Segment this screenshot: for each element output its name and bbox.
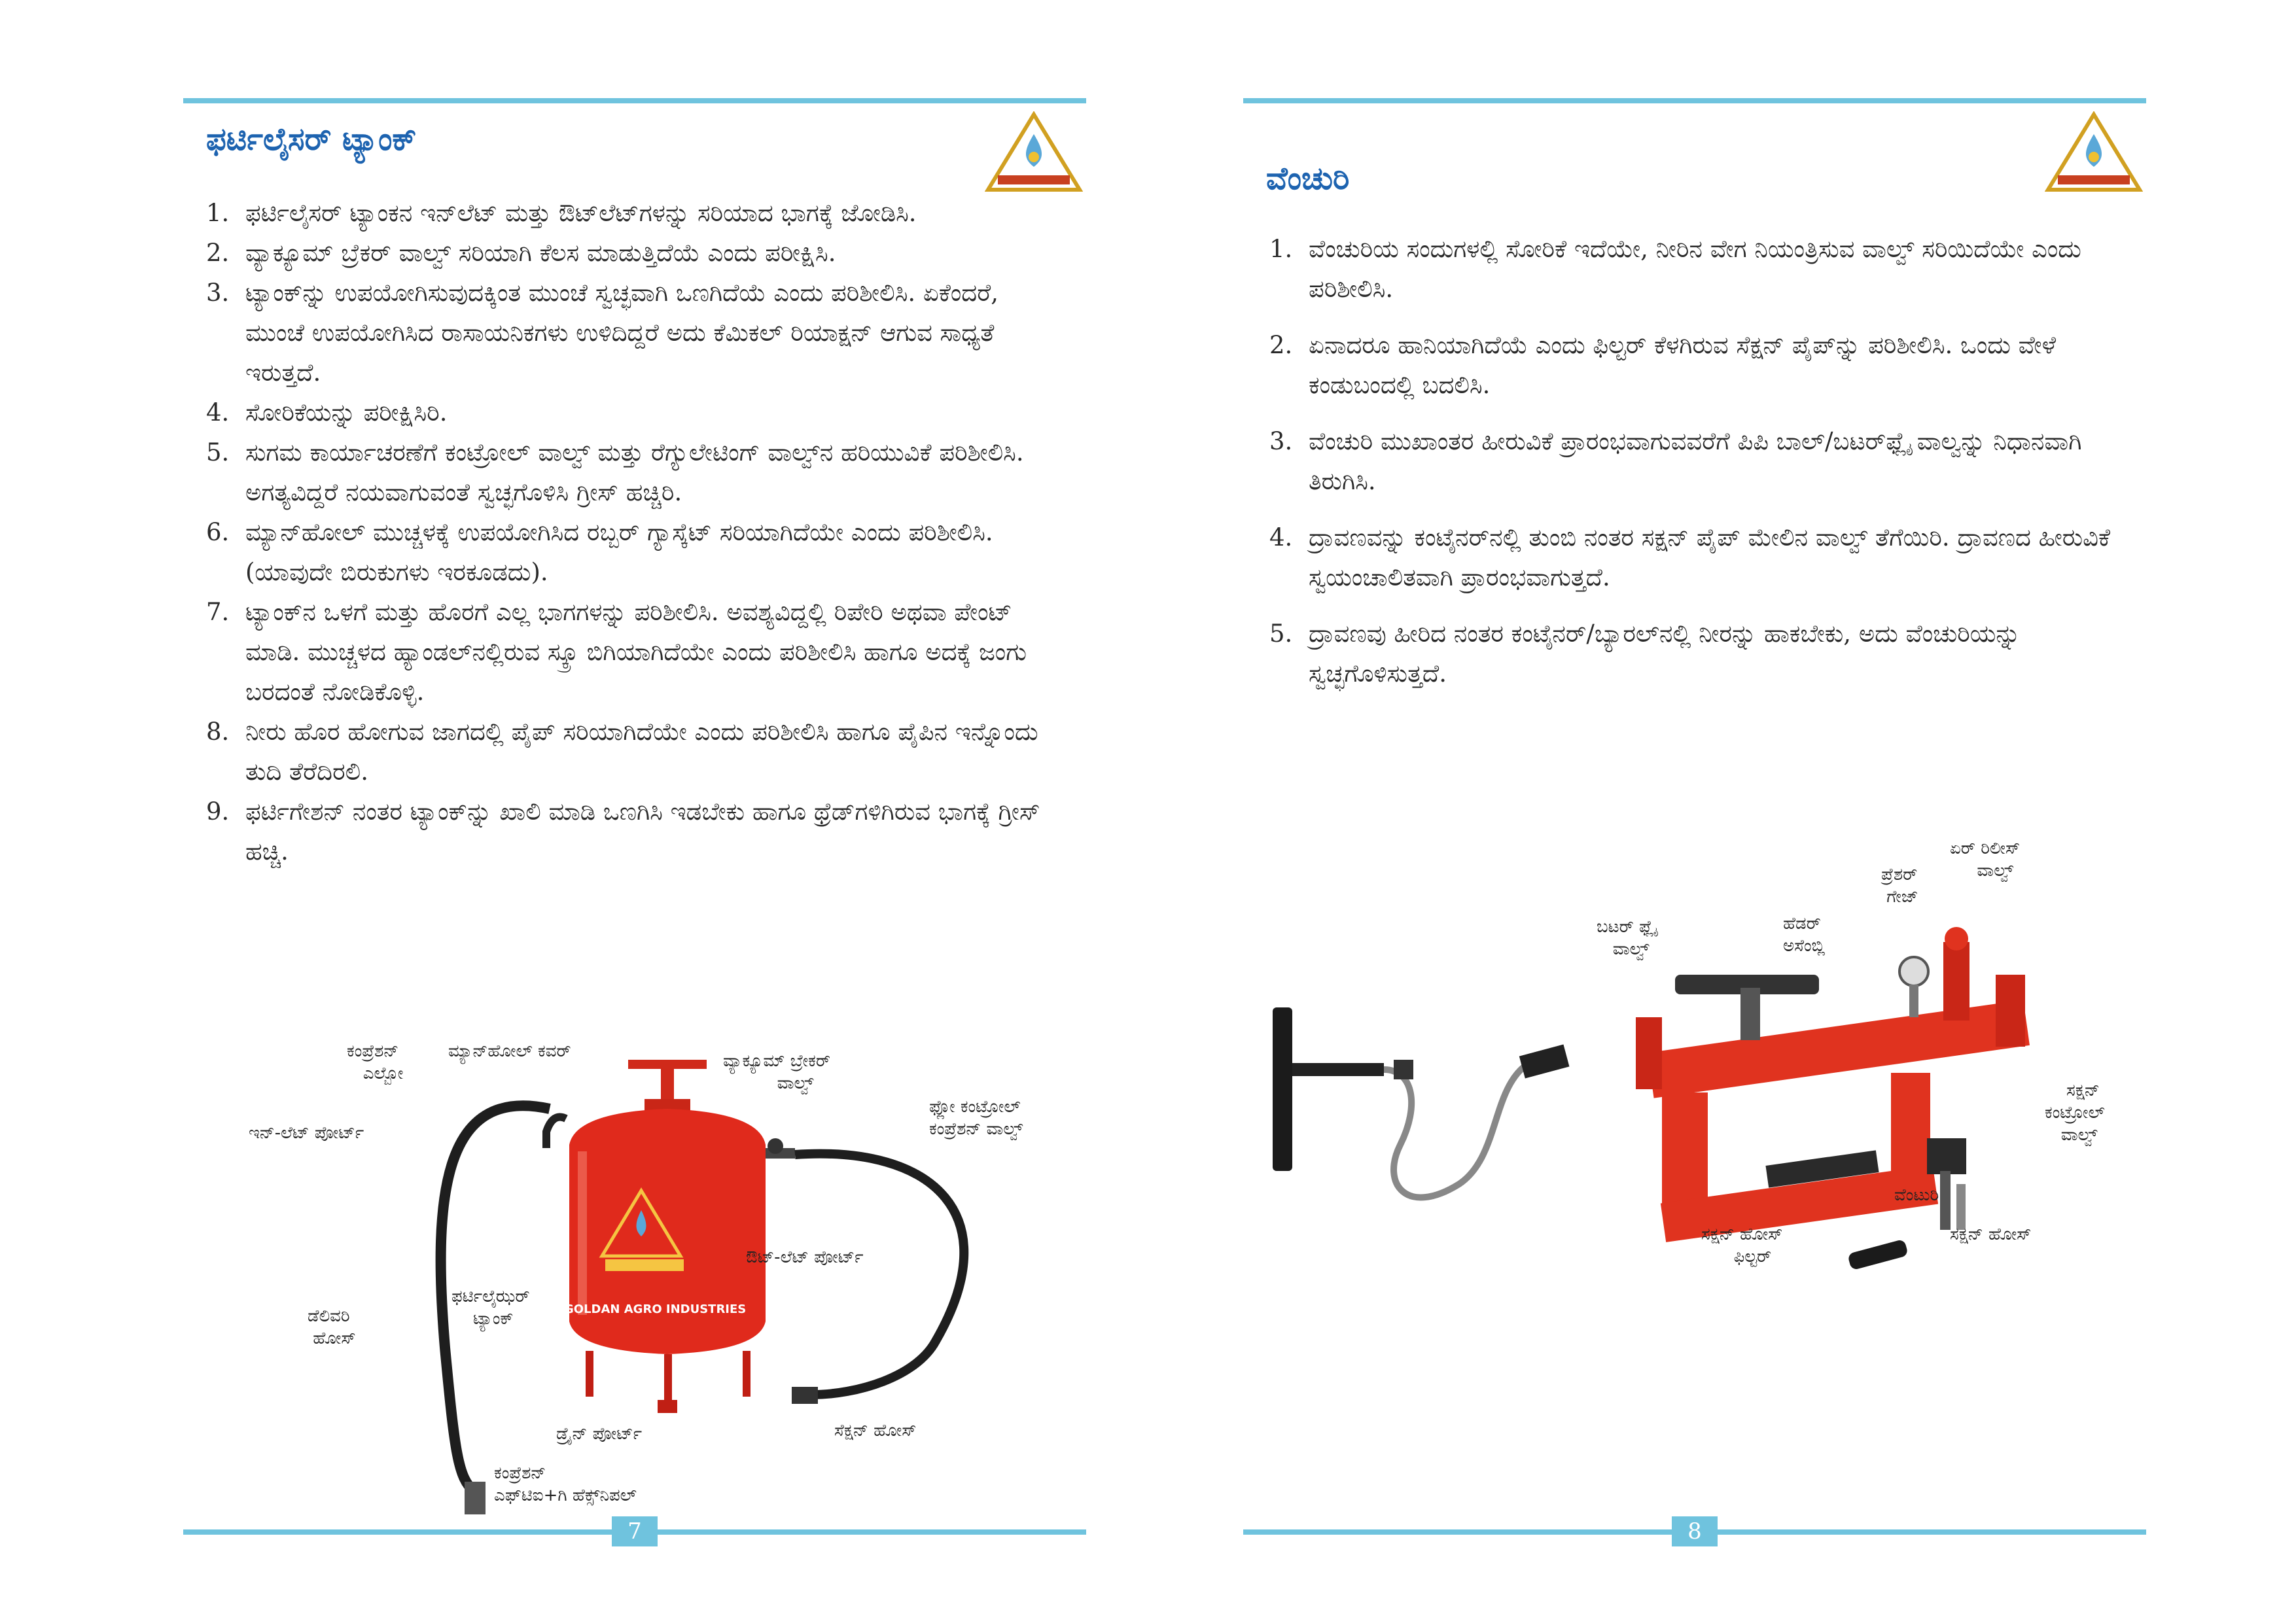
label-delivery-hose: ಡೆಲಿವರಿ ಹೋಸ್ (308, 1306, 356, 1348)
step-number: 8. (206, 718, 230, 746)
label-compression-fitting: ಕಂಪ್ರೆಶನ್ ಎಫ್‌ಟಿಐ+ಗಿ ಹೆಕ್ಸ್‌ನಿಪಲ್ (494, 1463, 637, 1505)
step-number: 1. (1269, 235, 1293, 263)
step-number: 3. (1269, 427, 1293, 455)
step-item (1269, 421, 2113, 501)
label-flow-control: ಫ್ಲೋ ಕಂಟ್ರೋಲ್ ಕಂಪ್ರೆಶನ್ ವಾಲ್ವ್ (929, 1097, 1023, 1139)
label-suction-control-valve: ಸಕ್ಷನ್ ಕಂಟ್ರೋಲ್ ವಾಲ್ವ್ (2045, 1081, 2105, 1145)
step-number: 9. (206, 797, 230, 826)
fertilizer-tank-diagram (183, 994, 1086, 1518)
page-title: ಫರ್ಟಿಲೈಸರ್ ಟ್ಯಾಂಕ್ (206, 121, 417, 158)
top-rule (1243, 98, 2146, 103)
step-item (206, 393, 1063, 432)
label-manhole-cover: ಮ್ಯಾನ್‌ಹೋಲ್ ಕವರ್ (448, 1041, 571, 1061)
company-logo-icon (2045, 111, 2143, 196)
label-suction-hose: ಸಕ್ಷನ್ ಹೋಸ್ (1950, 1225, 2032, 1244)
step-text: ವ್ಯಾಕ್ಯೂಮ್ ಬ್ರೆಕರ್ ವಾಲ್ವ್ ಸರಿಯಾಗಿ ಕೆಲಸ ಮಾಡುತ್ತಿದೆಯೆ ಎಂದು ಪರೀಕ್ಷಿಸಿ. (245, 239, 836, 267)
step-number: 4. (206, 398, 230, 427)
step-item (206, 712, 1063, 792)
step-text: ಮ್ಯಾನ್‌ಹೋಲ್ ಮುಚ್ಚಳಕ್ಕೆ ಉಪಯೋಗಿಸಿದ ರಬ್ಬರ್ ಗ್ಯಾಸ್ಕೆಟ್ ಸರಿಯಾಗಿದೆಯೇ ಎಂದು ಪರಿಶೀಲಿಸಿ. (ಯಾವುದೇ ಬಿರುಕುಗಳು ಇರಕೂಡದು). (245, 518, 993, 586)
tank-brand-text: GOLDAN AGRO INDUSTRIES (564, 1302, 747, 1316)
step-number: 2. (206, 239, 230, 267)
page-number: 8 (1672, 1516, 1718, 1546)
step-item (206, 512, 1063, 592)
step-number: 2. (1269, 331, 1293, 359)
step-text: ಸೋರಿಕೆಯನ್ನು ಪರೀಕ್ಷಿಸಿರಿ. (245, 398, 448, 427)
step-text: ಸುಗಮ ಕಾರ್ಯಾಚರಣೆಗೆ ಕಂಟ್ರೋಲ್ ವಾಲ್ವ್ ಮತ್ತು ರೆಗ್ಯುಲೇಟಿಂಗ್ ವಾಲ್ವ್‌ನ ಹರಿಯುವಿಕೆ ಪರಿಶೀಲಿಸಿ. ಅಗತ್ಯವಿದ್ದರೆ ನಯವಾಗುವಂತೆ ಸ್ವಚ್ಛಗೊಳಿಸಿ ಗ್ರೀಸ್ ಹಚ್ಚಿರಿ. (245, 438, 1024, 506)
right-page (1243, 0, 2146, 1623)
label-suction-hose: ಸೆಕ್ಷನ್ ಹೋಸ್ (834, 1421, 917, 1440)
label-air-release-valve: ಏರ್ ರಿಲೀಸ್ ವಾಲ್ವ್ (1950, 839, 2021, 881)
venturi-diagram (1243, 818, 2146, 1315)
step-text: ಟ್ಯಾಂಕ್‌ನ ಒಳಗೆ ಮತ್ತು ಹೊರಗೆ ಎಲ್ಲ ಭಾಗಗಳನ್ನು ಪರಿಶೀಲಿಸಿ. ಅವಶ್ಯವಿದ್ದಲ್ಲಿ ರಿಪೇರಿ ಅಥವಾ ಪೇಂಟ್ ಮಾಡಿ. ಮುಚ್ಚಳದ ಹ್ಯಾಂಡಲ್‌ನಲ್ಲಿರುವ ಸ್ಕ್ರೂ ಬಿಗಿಯಾಗಿದೆಯೇ ಎಂದು ಪರಿಶೀಲಿಸಿ ಹಾಗೂ ಅದಕ್ಕೆ ಜಂಗು ಬರದಂತೆ ನೋಡಿಕೊಳ್ಳಿ. (245, 598, 1027, 706)
page-title: ವೆಂಚುರಿ (1266, 160, 1350, 197)
step-item (1269, 325, 2113, 405)
step-text: ಫರ್ಟಿಲೈಸರ್ ಟ್ಯಾಂಕನ ಇನ್‌ಲೆಟ್ ಮತ್ತು ಔಟ್‌ಲೆಟ್‌ಗಳನ್ನು ಸರಿಯಾದ ಭಾಗಕ್ಕೆ ಜೋಡಿಸಿ. (245, 199, 917, 227)
label-suction-hose-filter: ಸಕ್ಷನ್ ಹೋಸ್ ಫಿಲ್ಟರ್ (1701, 1225, 1783, 1266)
label-outlet-port: ಔಟ್-ಲೆಟ್ ಪೋರ್ಟ್ (746, 1248, 864, 1267)
step-number: 5. (206, 438, 230, 466)
step-item (1269, 229, 2113, 309)
step-text: ಟ್ಯಾಂಕ್‌ನ್ನು ಉಪಯೋಗಿಸುವುದಕ್ಕಿಂತ ಮುಂಚೆ ಸ್ವಚ್ಛವಾಗಿ ಒಣಗಿದೆಯೆ ಎಂದು ಪರಿಶೀಲಿಸಿ. ಏಕೆಂದರೆ, ಮುಂಚೆ ಉಪಯೋಗಿಸಿದ ರಾಸಾಯನಿಕಗಳು ಉಳಿದಿದ್ದರೆ ಅದು ಕೆಮಿಕಲ್ ರಿಯಾಕ್ಷನ್ ಆಗುವ ಸಾಧ್ಯತೆ ಇರುತ್ತದೆ. (245, 279, 999, 387)
label-venturi: ವೆಂಟುರಿ (1894, 1185, 1939, 1205)
step-text: ಏನಾದರೂ ಹಾನಿಯಾಗಿದೆಯೆ ಎಂದು ಫಿಲ್ಟರ್ ಕೆಳಗಿರುವ ಸೆಕ್ಷನ್ ಪೈಪ್‌ನ್ನು ಪರಿಶೀಲಿಸಿ. ಒಂದು ವೇಳೆ ಕಂಡುಬಂದಲ್ಲಿ ಬದಲಿಸಿ. (1309, 331, 2057, 399)
label-drain-port: ಡ್ರೈನ್ ಪೋರ್ಟ್ (556, 1424, 643, 1444)
step-item (206, 432, 1063, 512)
label-vacuum-breaker: ವ್ಯಾಕ್ಯೂಮ್ ಬ್ರೇಕರ್ ವಾಲ್ವ್ (723, 1051, 831, 1093)
left-page (183, 0, 1086, 1623)
step-item (206, 193, 1063, 233)
steps-list (1269, 229, 2113, 710)
page-number: 7 (612, 1516, 658, 1546)
label-header-assembly: ಹೆಡರ್ ಅಸೆಂಬ್ಲಿ (1783, 914, 1826, 956)
top-rule (183, 98, 1086, 103)
label-compression-elbow: ಕಂಪ್ರೆಶನ್ ಎಲ್ಬೋ (347, 1041, 404, 1083)
label-inlet-port: ಇನ್-ಲೆಟ್ ಪೋರ್ಟ್ (249, 1123, 364, 1143)
step-number: 7. (206, 598, 230, 626)
label-fertilizer-tank: ಫರ್ಟಿಲೈಝರ್ ಟ್ಯಾಂಕ್ (451, 1287, 530, 1329)
company-logo-icon (985, 111, 1083, 196)
step-text: ಫರ್ಟಿಗೇಶನ್ ನಂತರ ಟ್ಯಾಂಕ್‌ನ್ನು ಖಾಲಿ ಮಾಡಿ ಒಣಗಿಸಿ ಇಡಬೇಕು ಹಾಗೂ ಥ್ರೆಡ್‌ಗಳಿಗಿರುವ ಭಾಗಕ್ಕೆ ಗ್ರೀಸ್ ಹಚ್ಚಿ. (245, 797, 1040, 865)
step-item (1269, 614, 2113, 693)
step-item (206, 233, 1063, 273)
step-number: 4. (1269, 523, 1293, 551)
label-butterfly-valve: ಬಟರ್ ಫ್ಲೈ ವಾಲ್ವ್ (1597, 917, 1656, 959)
step-item (206, 273, 1063, 393)
steps-list (206, 193, 1063, 871)
step-text: ದ್ರಾವಣವು ಹೀರಿದ ನಂತರ ಕಂಟೈನರ್/ಬ್ಯಾರಲ್‌ನಲ್ಲಿ ನೀರನ್ನು ಹಾಕಬೇಕು, ಅದು ವೆಂಚುರಿಯನ್ನು ಸ್ವಚ್ಛಗೊಳಿಸುತ್ತದೆ. (1309, 620, 2021, 688)
step-text: ವೆಂಚುರಿ ಮುಖಾಂತರ ಹೀರುವಿಕೆ ಪ್ರಾರಂಭವಾಗುವವರೆಗೆ ಪಿಪಿ ಬಾಲ್/ಬಟರ್‌ಫ್ಲೈ ವಾಲ್ವನ್ನು ನಿಧಾನವಾಗಿ ತಿರುಗಿಸಿ. (1309, 427, 2082, 495)
step-text: ದ್ರಾವಣವನ್ನು ಕಂಟೈನರ್‌ನಲ್ಲಿ ತುಂಬಿ ನಂತರ ಸಕ್ಷನ್ ಪೈಪ್ ಮೇಲಿನ ವಾಲ್ವ್ ತೆಗೆಯಿರಿ. ದ್ರಾವಣದ ಹೀರುವಿಕೆ ಸ್ವಯಂಚಾಲಿತವಾಗಿ ಪ್ರಾರಂಭವಾಗುತ್ತದೆ. (1309, 523, 2111, 591)
step-item (1269, 517, 2113, 597)
step-text: ವೆಂಚುರಿಯ ಸಂದುಗಳಲ್ಲಿ ಸೋರಿಕೆ ಇದೆಯೇ, ನೀರಿನ ವೇಗ ನಿಯಂತ್ರಿಸುವ ವಾಲ್ವ್ ಸರಿಯಿದೆಯೇ ಎಂದು ಪರಿಶೀಲಿಸಿ. (1309, 235, 2081, 303)
step-number: 5. (1269, 620, 1293, 648)
step-text: ನೀರು ಹೊರ ಹೋಗುವ ಜಾಗದಲ್ಲಿ ಪೈಪ್ ಸರಿಯಾಗಿದೆಯೇ ಎಂದು ಪರಿಶೀಲಿಸಿ ಹಾಗೂ ಪೈಪಿನ ಇನ್ನೊಂದು ತುದಿ ತೆರೆದಿರಲಿ. (245, 718, 1038, 786)
label-pressure-gauge: ಪ್ರೆಶರ್ ಗೇಜ್ (1881, 865, 1918, 907)
step-number: 3. (206, 279, 230, 307)
step-number: 6. (206, 518, 230, 546)
step-item (206, 592, 1063, 712)
step-number: 1. (206, 199, 230, 227)
step-item (206, 792, 1063, 871)
